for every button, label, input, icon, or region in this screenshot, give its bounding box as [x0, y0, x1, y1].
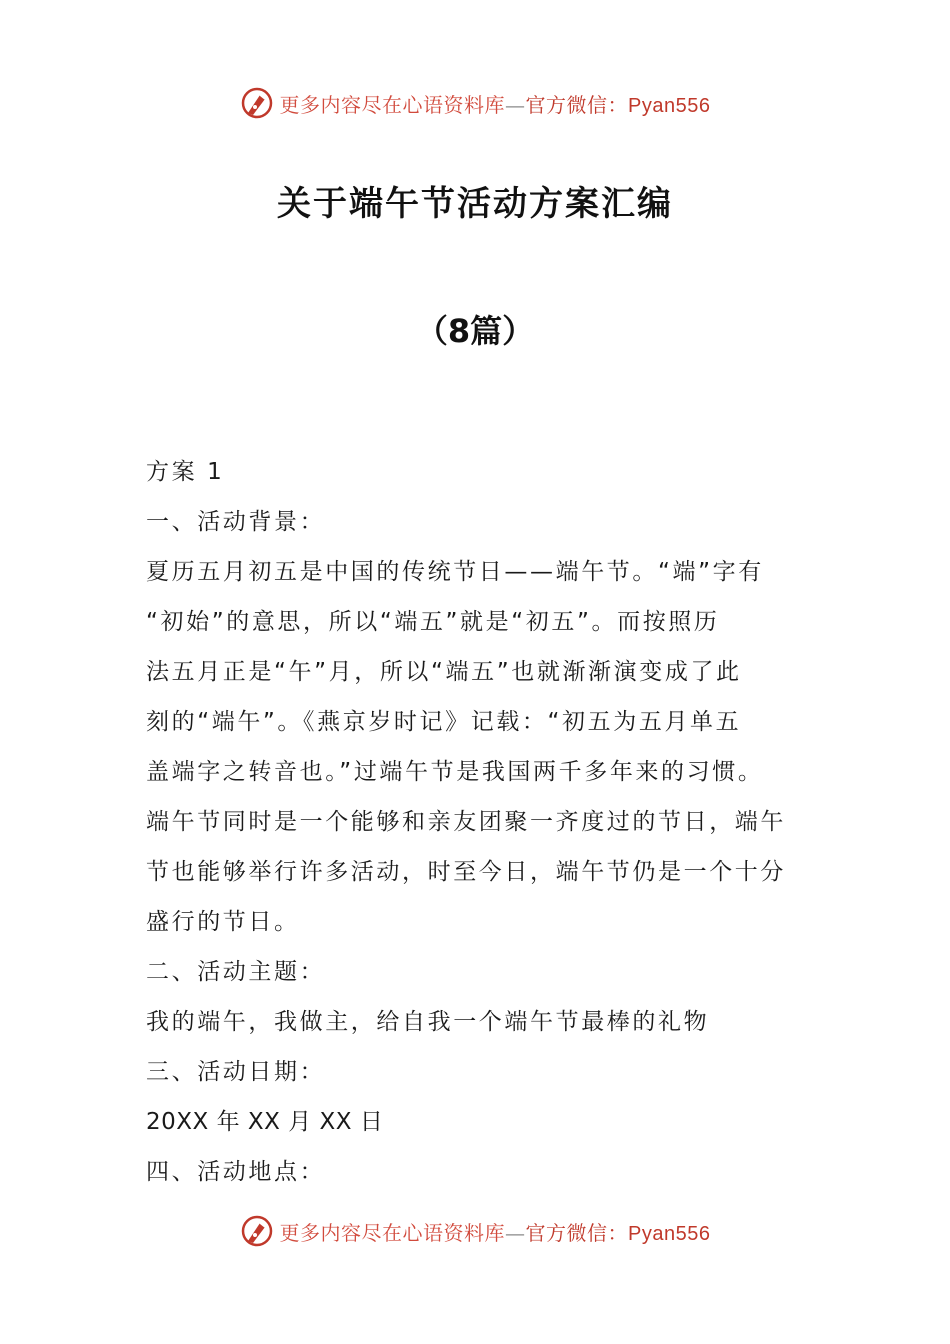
document-body: [146, 447, 806, 1197]
banner-text: [280, 1217, 711, 1246]
body-line: 一、活动背景：: [146, 509, 326, 535]
banner-wechat-label: 官方微信：: [525, 92, 629, 117]
body-line: 三、活动日期：: [146, 1059, 326, 1085]
body-line: 四、活动地点：: [146, 1159, 326, 1185]
body-line: 方案 1: [146, 459, 225, 485]
body-line: 我的端午，我做主，给自我一个端午节最棒的礼物: [146, 1009, 710, 1035]
body-line: 节也能够举行许多活动，时至今日，端午节仍是一个十分: [146, 859, 786, 885]
body-line: “初始”的意思，所以“端五”就是“初五”。而按照历: [146, 609, 720, 635]
body-line: 盛行的节日。: [146, 909, 300, 935]
document-title: 关于端午节活动方案汇编: [277, 184, 673, 224]
body-line: 盖端字之转音也。”过端午节是我国两千多年来的习惯。: [146, 759, 764, 785]
banner-dash: —: [505, 92, 526, 117]
body-line: 二、活动主题：: [146, 959, 326, 985]
banner-wechat-id: Pyan556: [628, 94, 711, 117]
banner-library-text: 更多内容尽在心语资料库: [279, 1220, 506, 1245]
pen-nib-icon: [240, 1214, 274, 1248]
body-line: 刻的“端午”。《燕京岁时记》记载：“初五为五月单五: [146, 709, 742, 735]
banner-dash: —: [505, 1220, 526, 1245]
footer-banner: [0, 1211, 950, 1251]
body-line: 20XX 年 XX 月 XX 日: [146, 1109, 384, 1135]
document-subtitle: （8篇）: [415, 312, 535, 350]
header-banner: [0, 83, 950, 123]
banner-library-text: 更多内容尽在心语资料库: [279, 92, 506, 117]
body-line: 夏历五月初五是中国的传统节日——端午节。“端”字有: [146, 559, 764, 585]
banner-wechat-label: 官方微信：: [525, 1220, 629, 1245]
pen-nib-icon: [240, 86, 274, 120]
body-line: 端午节同时是一个能够和亲友团聚一齐度过的节日，端午: [146, 809, 786, 835]
banner-wechat-id: Pyan556: [628, 1222, 711, 1245]
body-line: 法五月正是“午”月，所以“端五”也就渐渐演变成了此: [146, 659, 742, 685]
banner-text: [280, 89, 711, 118]
